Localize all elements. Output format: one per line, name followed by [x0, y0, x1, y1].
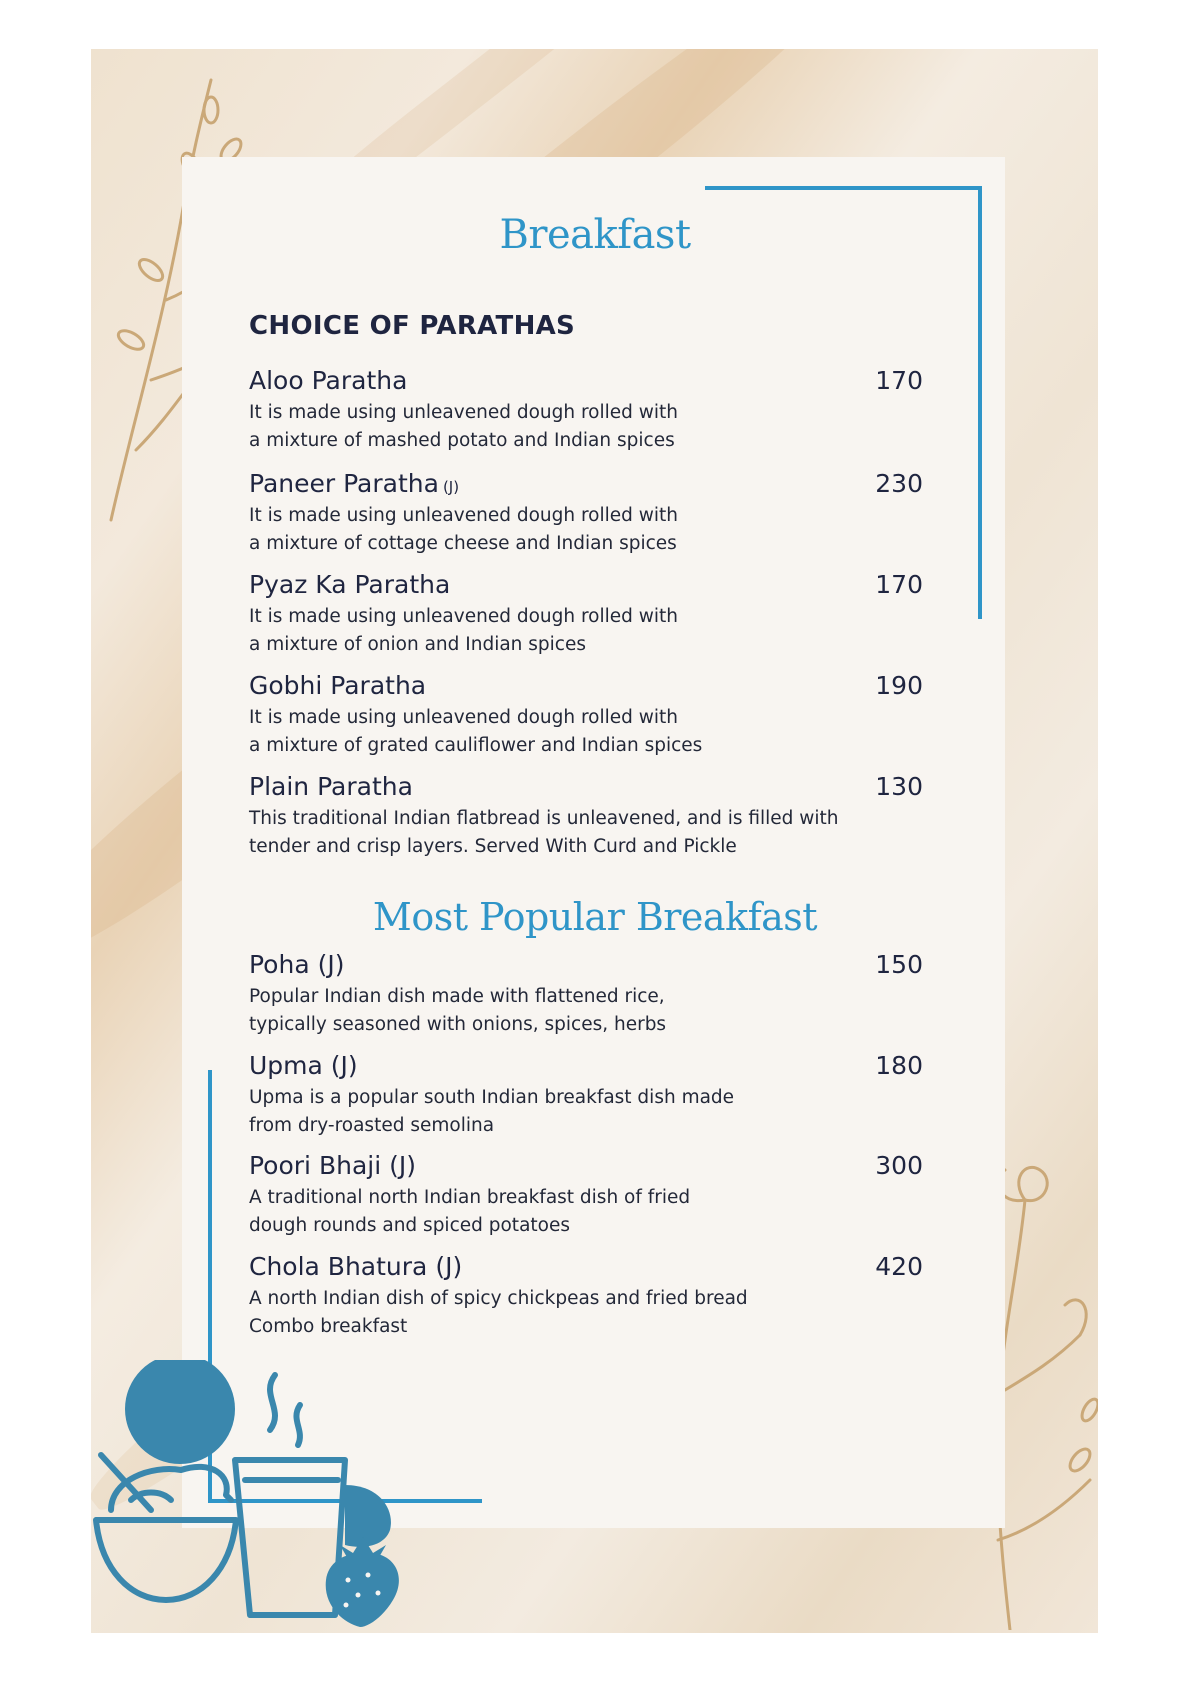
item-name: Poori Bhaji (J) [249, 1151, 416, 1180]
frame-line-top [705, 186, 982, 190]
item-description [249, 1084, 734, 1140]
description-line: It is made using unleavened dough rolled with [249, 606, 679, 627]
item-name: Poha (J) [249, 950, 345, 979]
item-description [249, 805, 839, 861]
item-description [249, 983, 666, 1039]
page-title: Breakfast [499, 212, 691, 258]
description-line: a mixture of cottage cheese and Indian spices [249, 533, 677, 554]
item-price: 130 [875, 772, 923, 801]
description-line: Popular Indian dish made with flattened rice, [249, 986, 665, 1007]
description-line: dough rounds and spiced potatoes [249, 1215, 570, 1236]
item-name: Paneer Paratha [249, 469, 439, 498]
description-line: Combo breakfast [249, 1316, 408, 1337]
item-description [249, 603, 678, 659]
item-price: 300 [875, 1151, 923, 1180]
item-price: 180 [875, 1051, 923, 1080]
item-description [249, 399, 678, 455]
item-description [249, 502, 678, 558]
strawberry-icon [318, 1535, 408, 1630]
description-line: A north Indian dish of spicy chickpeas and fried bread [249, 1288, 748, 1309]
description-line: a mixture of onion and Indian spices [249, 634, 586, 655]
item-description [249, 1285, 748, 1341]
section-heading-parathas: CHOICE OF PARATHAS [249, 311, 576, 341]
item-tag: (J) [442, 478, 460, 496]
item-name: Upma (J) [249, 1051, 358, 1080]
item-description [249, 1184, 690, 1240]
item-price: 190 [875, 671, 923, 700]
item-name: Chola Bhatura (J) [249, 1252, 463, 1281]
description-line: A traditional north Indian breakfast dish of fried [249, 1187, 691, 1208]
description-line: tender and crisp layers. Served With Curd and Pickle [249, 836, 737, 857]
item-price: 150 [875, 950, 923, 979]
description-line: It is made using unleavened dough rolled with [249, 402, 679, 423]
item-price: 170 [875, 570, 923, 599]
description-line: a mixture of mashed potato and Indian spices [249, 430, 675, 451]
item-description [249, 704, 702, 760]
item-price: 170 [875, 366, 923, 395]
description-line: Upma is a popular south Indian breakfast dish made [249, 1087, 735, 1108]
description-line: typically seasoned with onions, spices, herbs [249, 1014, 667, 1035]
item-name: Plain Paratha [249, 772, 413, 801]
item-price: 230 [875, 469, 923, 498]
description-line: from dry-roasted semolina [249, 1115, 495, 1136]
item-price: 420 [875, 1252, 923, 1281]
item-name: Aloo Paratha [249, 366, 408, 395]
description-line: a mixture of grated cauliflower and Indian spices [249, 735, 703, 756]
item-name: Gobhi Paratha [249, 671, 427, 700]
item-name: Pyaz Ka Paratha [249, 570, 451, 599]
description-line: It is made using unleavened dough rolled with [249, 707, 679, 728]
description-line: It is made using unleavened dough rolled with [249, 505, 679, 526]
description-line: This traditional Indian flatbread is unleavened, and is filled with [249, 808, 839, 829]
section-heading-popular: Most Popular Breakfast [372, 895, 818, 939]
